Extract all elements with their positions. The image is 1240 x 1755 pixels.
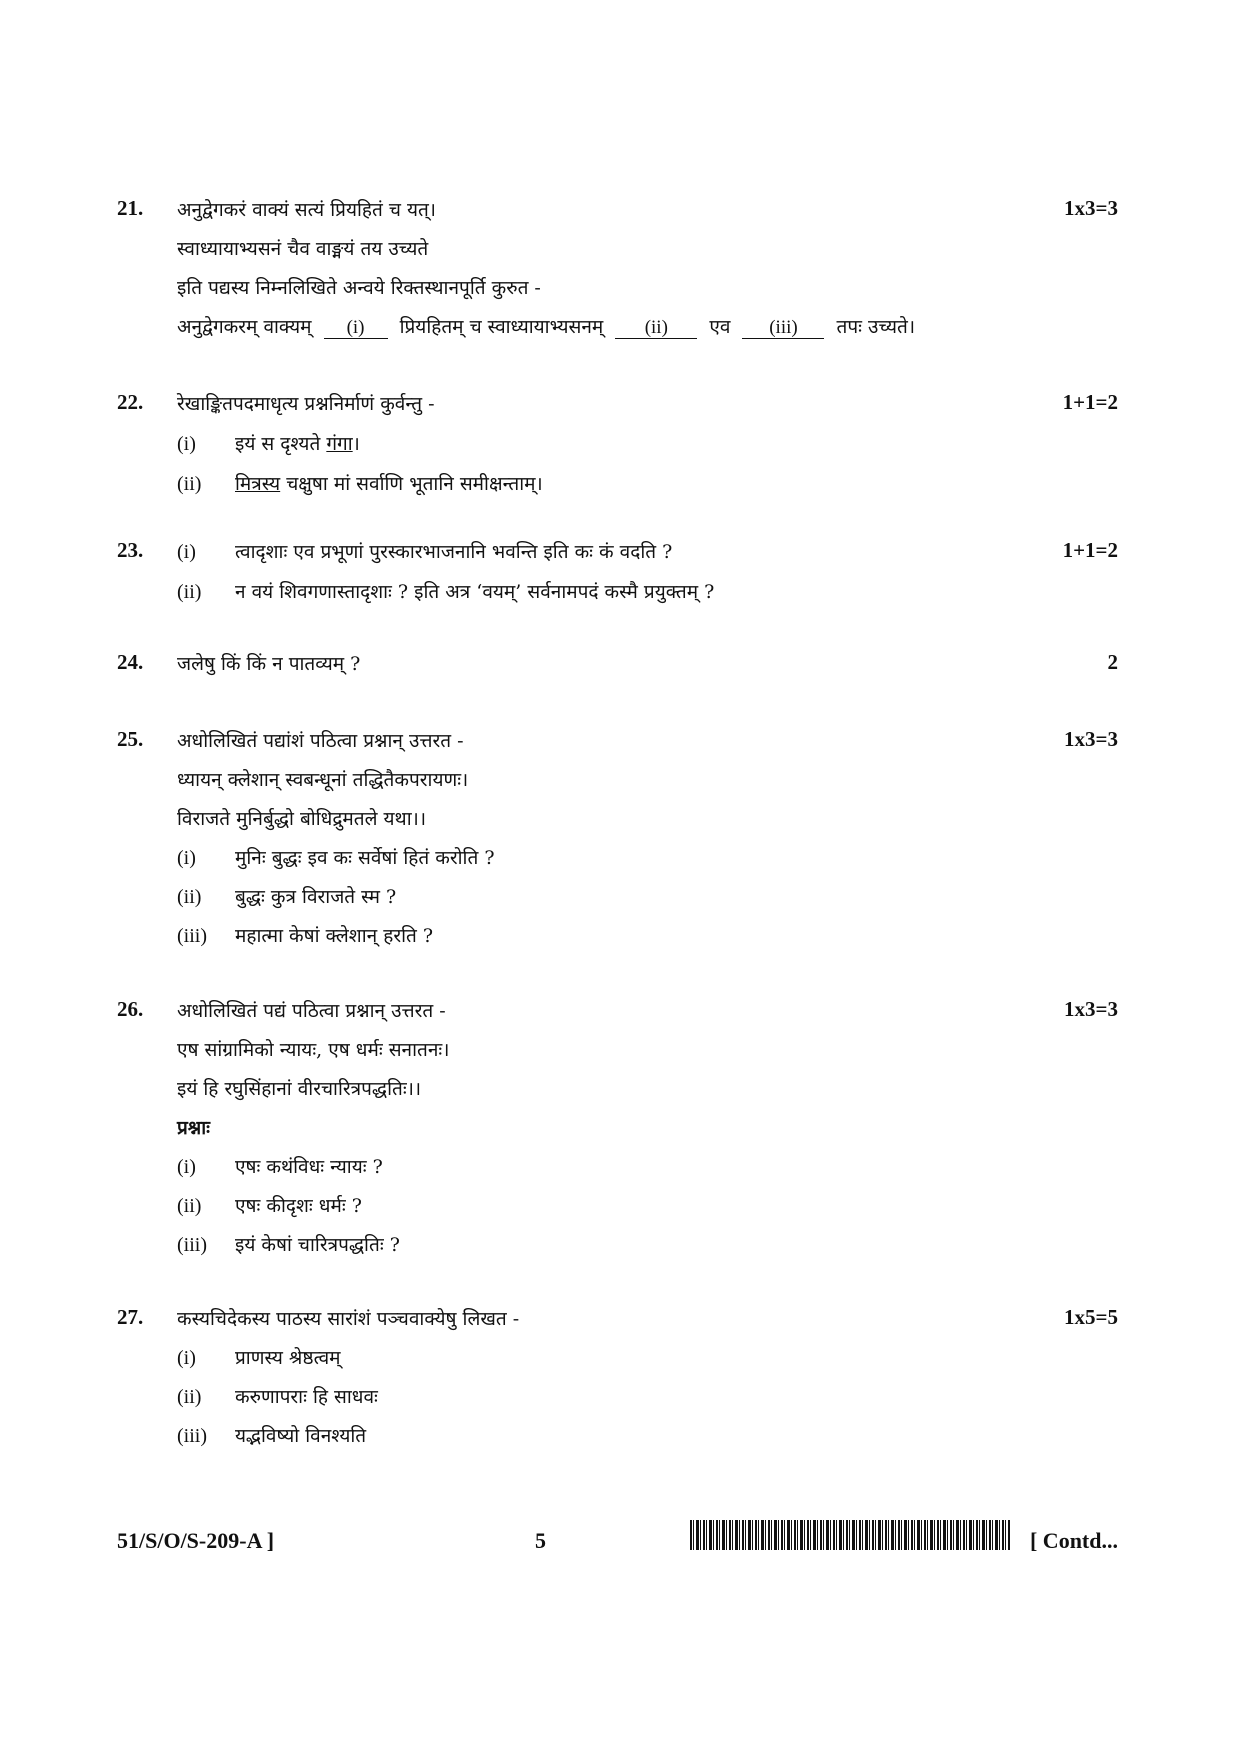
sub-number: (i): [177, 1156, 196, 1178]
question-line: अधोलिखितं पद्यांशं पठित्वा प्रश्नान् उत्तरत -: [177, 730, 464, 752]
sub-question: [177, 470, 543, 496]
sub-question: [177, 1383, 378, 1409]
sub-text: बुद्धः कुत्र विराजते स्म ?: [235, 886, 397, 908]
blank-ii: (ii): [615, 318, 697, 339]
sub-number: (ii): [177, 886, 202, 908]
sub-question: [177, 430, 360, 456]
sub-text: त्वादृशाः एव प्रभूणां पुरस्कारभाजनानि भवन्ति इति कः कं वदति ?: [235, 541, 673, 563]
sub-question: [177, 1231, 400, 1257]
verse-line: इयं हि रघुसिंहानां वीरचारित्रपद्धतिः।।: [177, 1078, 422, 1100]
verse-line: विराजते मुनिर्बुद्धो बोधिद्रुमतले यथा।।: [177, 808, 427, 830]
contd-label: [ Contd...: [1029, 1528, 1118, 1553]
verse-line: ध्यायन् क्लेशान् स्वबन्धूनां तद्धितैकपरायणः।: [177, 769, 469, 791]
sub-question: [177, 844, 495, 870]
sub-text: मुनिः बुद्धः इव कः सर्वेषां हितं करोति ?: [235, 847, 495, 869]
sub-number: (ii): [177, 473, 202, 495]
sub-text: इयं स दृश्यते: [235, 433, 327, 455]
question-number: 26.: [117, 997, 144, 1021]
sub-question: [177, 1153, 383, 1179]
question-marks: 2: [1107, 650, 1118, 674]
fill-text: अनुद्वेगकरम् वाक्यम्: [177, 316, 312, 338]
question-number: 23.: [117, 538, 144, 562]
question-line: रेखाङ्कितपदमाधृत्य प्रश्ननिर्माणं कुर्वन्तु -: [177, 393, 435, 415]
sub-text: प्राणस्य श्रेष्ठत्वम्: [235, 1347, 341, 1369]
sub-text: एषः कथंविधः न्यायः ?: [235, 1156, 383, 1178]
barcode: [690, 1520, 1010, 1550]
question-line: कस्यचिदेकस्य पाठस्य सारांशं पञ्चवाक्येषु लिखत -: [177, 1308, 520, 1330]
question-marks: 1x3=3: [1064, 997, 1118, 1021]
question-number: 27.: [117, 1305, 144, 1329]
sub-text: ।: [352, 433, 360, 455]
blank-iii: (iii): [742, 318, 824, 339]
sub-text: यद्भविष्यो विनश्यति: [235, 1425, 367, 1447]
sub-question: [177, 883, 396, 909]
verse-line: एष सांग्रामिको न्यायः, एष धर्मः सनातनः।: [177, 1039, 450, 1061]
fill-text: एव: [709, 316, 731, 338]
question-number: 22.: [117, 390, 144, 414]
sub-number: (ii): [177, 1195, 202, 1217]
sub-question: [177, 578, 714, 604]
sub-number: (i): [177, 847, 196, 869]
question-line: अधोलिखितं पद्यं पठित्वा प्रश्नान् उत्तरत -: [177, 1000, 446, 1022]
question-line: जलेषु किं किं न पातव्यम् ?: [177, 653, 361, 675]
sub-question: [177, 538, 672, 564]
sub-number: (i): [177, 541, 196, 563]
sub-number: (ii): [177, 1386, 202, 1408]
question-marks: 1+1=2: [1062, 538, 1118, 562]
question-number: 24.: [117, 650, 144, 674]
sub-question: [177, 1422, 366, 1448]
sub-number: (ii): [177, 581, 202, 603]
sub-text: करुणापराः हि साधवः: [235, 1386, 378, 1408]
sub-number: (iii): [177, 1234, 207, 1256]
sub-text: महात्मा केषां क्लेशान् हरति ?: [235, 925, 434, 947]
question-line: अनुद्वेगकरं वाक्यं सत्यं प्रियहितं च यत्।: [177, 199, 436, 221]
sub-text: न वयं शिवगणास्तादृशाः ? इति अत्र ‘वयम्’ सर्वनामपदं कस्मै प्रयुक्तम् ?: [235, 581, 715, 603]
sub-text: इयं केषां चारित्रपद्धतिः ?: [235, 1234, 400, 1256]
question-number: 21.: [117, 196, 144, 220]
sub-question: [177, 1344, 341, 1370]
question-marks: 1x3=3: [1064, 196, 1118, 220]
sub-question: [177, 1192, 362, 1218]
sub-text: चक्षुषा मां सर्वाणि भूतानि समीक्षन्ताम्।: [280, 473, 543, 495]
question-line: इति पद्यस्य निम्नलिखिते अन्वये रिक्तस्थानपूर्ति कुरुत -: [177, 277, 541, 299]
fill-in-line: [177, 313, 915, 339]
blank-i: (i): [324, 318, 388, 339]
question-marks: 1+1=2: [1062, 390, 1118, 414]
sub-text: एषः कीदृशः धर्मः ?: [235, 1195, 362, 1217]
question-marks: 1x5=5: [1064, 1305, 1118, 1329]
page-number: 5: [535, 1528, 546, 1553]
sub-number: (iii): [177, 925, 207, 947]
underlined-word: गंगा: [326, 433, 353, 455]
sub-number: (i): [177, 433, 196, 455]
questions-heading: प्रश्नाः: [177, 1117, 211, 1139]
question-line: स्वाध्यायाभ्यसनं चैव वाङ्मयं तय उच्यते: [177, 238, 429, 260]
question-marks: 1x3=3: [1064, 727, 1118, 751]
sub-question: [177, 922, 433, 948]
underlined-word: मित्रस्य: [235, 473, 281, 495]
sub-number: (i): [177, 1347, 196, 1369]
paper-code: 51/S/O/S-209-A ]: [117, 1528, 275, 1553]
fill-text: तपः उच्यते।: [836, 316, 916, 338]
sub-number: (iii): [177, 1425, 207, 1447]
question-number: 25.: [117, 727, 144, 751]
fill-text: प्रियहितम् च स्वाध्यायाभ्यसनम्: [399, 316, 604, 338]
